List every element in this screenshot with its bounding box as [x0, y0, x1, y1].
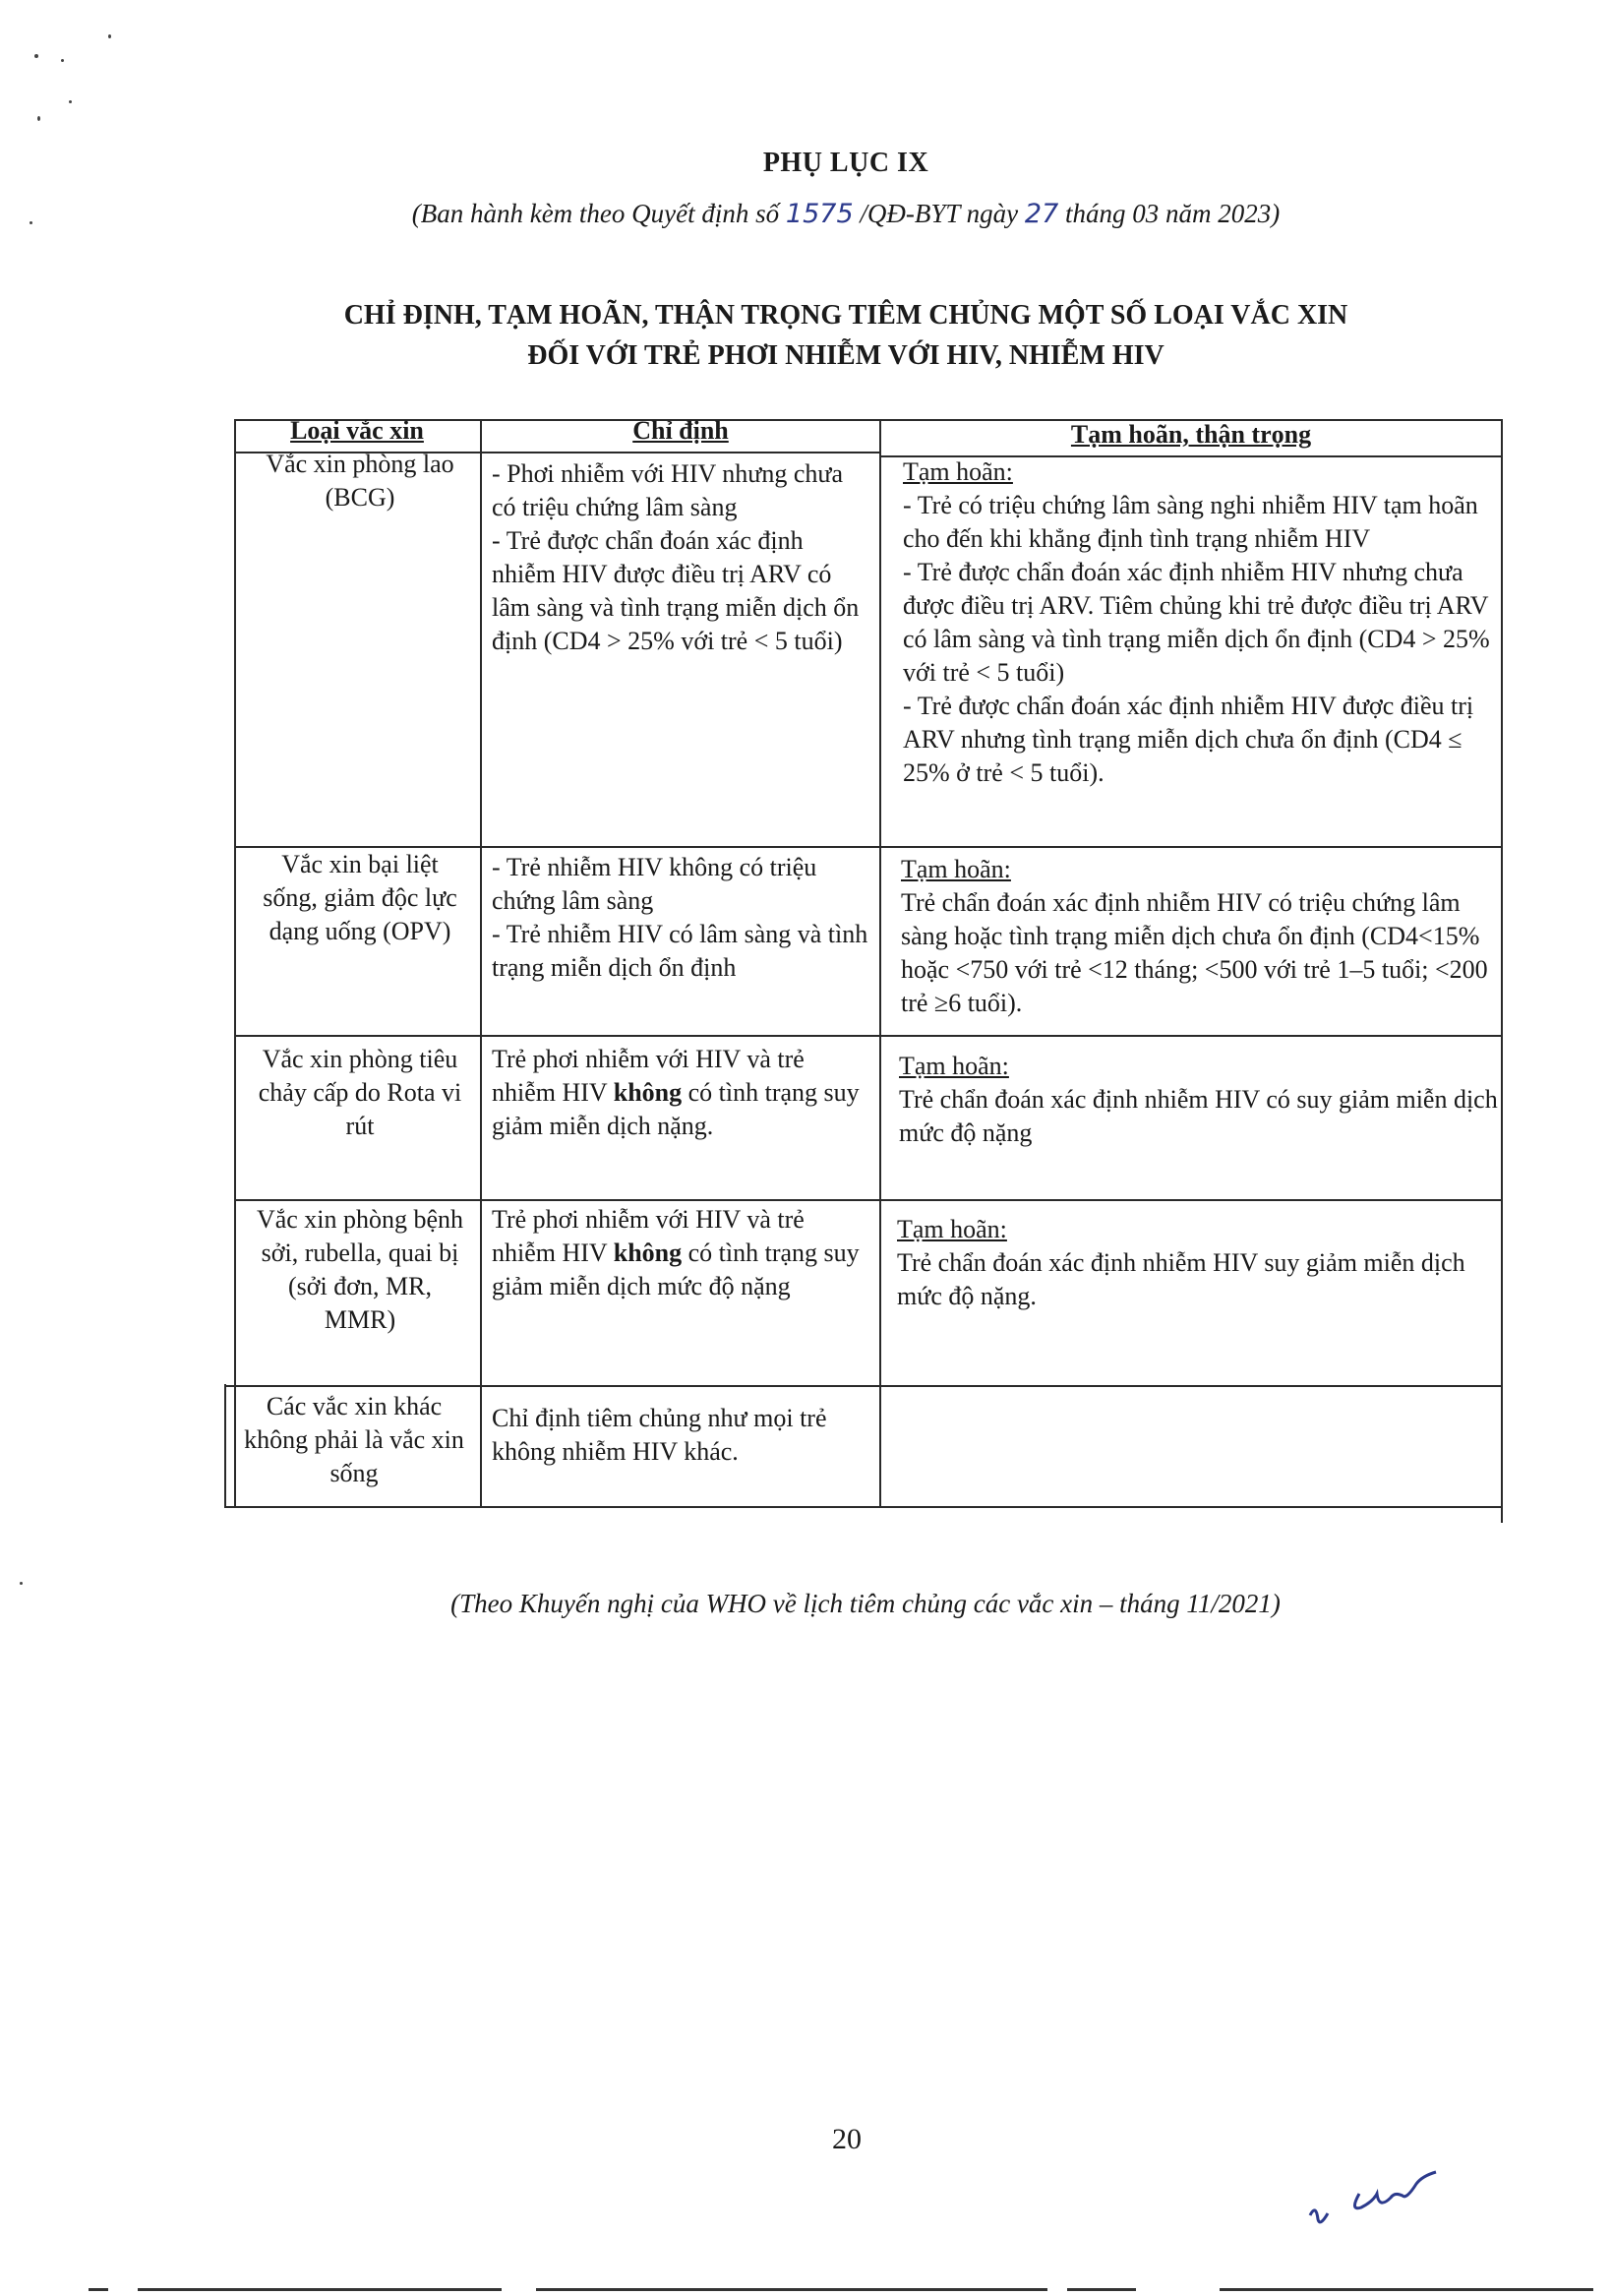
table-row-4-deferral [897, 1213, 1501, 1313]
table-row-1-vaccine: Vắc xin phòng lao (BCG) [266, 450, 454, 512]
indication-emphasis: không [613, 1239, 683, 1267]
header-deferral: Tạm hoãn, thận trọng [1070, 420, 1312, 449]
table-row-5-indication [492, 1402, 873, 1469]
table-row-2-indication [492, 851, 873, 985]
table-row-1-indication [492, 457, 873, 658]
heading-line-2: ĐỐI VỚI TRẺ PHƠI NHIỄM VỚI HIV, NHIỄM HIV [527, 340, 1164, 371]
table-row-2-deferral [901, 853, 1501, 1020]
row-divider [234, 1199, 1503, 1201]
indication-emphasis: không [613, 1078, 683, 1107]
header-indication: Chỉ định [632, 416, 729, 445]
indication-text: có tình trạng suy giảm miễn dịch nặng. [492, 1078, 860, 1140]
handwritten-initials [1288, 2154, 1456, 2243]
indication-line: - Trẻ nhiễm HIV có lâm sàng và tình trạng miễn dịch ổn định [492, 920, 868, 982]
deferral-label: Tạm hoãn: [899, 1052, 1009, 1080]
table-row-5-vaccine: Các vắc xin khác không phải là vắc xin sống [244, 1392, 464, 1487]
table-row-3-indication [492, 1043, 873, 1143]
deferral-label: Tạm hoãn: [903, 457, 1013, 486]
indication-line: - Phơi nhiễm với HIV nhưng chưa có triệu chứng lâm sàng [492, 459, 844, 521]
deferral-line: - Trẻ được chẩn đoán xác định nhiễm HIV được điều trị ARV nhưng tình trạng miễn dịch chưa ổn định (CD4 ≤ 25% ở trẻ < 5 tuổi). [903, 692, 1474, 787]
scan-speck [20, 1582, 23, 1585]
indication-line: - Trẻ được chẩn đoán xác định nhiễm HIV được điều trị ARV có lâm sàng và tình trạng miễn dịch ổn định (CD4 > 25% với trẻ < 5 tuổi) [492, 526, 860, 655]
scan-edge [536, 2288, 1047, 2291]
heading-line-1: CHỈ ĐỊNH, TẠM HOÃN, THẬN TRỌNG TIÊM CHỦNG MỘT SỐ LOẠI VẮC XIN [343, 300, 1348, 331]
indication-line: Chỉ định tiêm chủng như mọi trẻ không nhiễm HIV khác. [492, 1404, 827, 1466]
scan-speck [108, 34, 111, 38]
deferral-line: Trẻ chẩn đoán xác định nhiễm HIV suy giảm miễn dịch mức độ nặng. [897, 1248, 1465, 1310]
table-border [224, 1506, 1503, 1508]
table-border [1501, 419, 1503, 1523]
table-row-4-vaccine: Vắc xin phòng bệnh sởi, rubella, quai bị (sởi đơn, MR, MMR) [256, 1205, 464, 1334]
column-divider [879, 419, 881, 1507]
deferral-line: Trẻ chẩn đoán xác định nhiễm HIV có suy giảm miễn dịch mức độ nặng [899, 1085, 1498, 1147]
scan-edge [138, 2288, 502, 2291]
scan-speck [34, 54, 38, 58]
annex-title: PHỤ LỤC IX [762, 148, 929, 178]
table-border [234, 419, 236, 1507]
handwritten-day: 27 [1024, 199, 1059, 229]
row-divider [224, 1385, 1503, 1387]
initials-stroke [1310, 2210, 1328, 2222]
handwritten-decision-number: 1575 [785, 199, 854, 229]
deferral-line: - Trẻ có triệu chứng lâm sàng nghi nhiễm HIV tạm hoãn cho đến khi khẳng định tình trạng nhiễm HIV [903, 491, 1478, 553]
table-row-3-deferral [899, 1050, 1501, 1150]
column-divider [480, 419, 482, 1507]
scan-speck [69, 100, 72, 103]
initials-stroke [1354, 2172, 1436, 2208]
footnote: (Theo Khuyến nghị của WHO về lịch tiêm chủng các vắc xin – tháng 11/2021) [450, 1589, 1281, 1618]
annex-sub-pre: (Ban hành kèm theo Quyết định số [411, 199, 786, 228]
deferral-label: Tạm hoãn: [901, 855, 1011, 883]
table-border [224, 1384, 226, 1508]
table-row-3-vaccine: Vắc xin phòng tiêu chảy cấp do Rota vi rút [258, 1045, 462, 1140]
row-divider [234, 1035, 1503, 1037]
table-row-1-deferral [903, 455, 1501, 790]
scan-edge [1067, 2288, 1136, 2291]
deferral-label: Tạm hoãn: [897, 1215, 1007, 1243]
scan-edge [89, 2288, 108, 2291]
table-row-4-indication [492, 1203, 873, 1303]
indication-text: có tình trạng suy giảm miễn dịch mức độ nặng [492, 1239, 860, 1300]
page-number: 20 [832, 2123, 862, 2155]
scan-speck [61, 59, 64, 62]
annex-subtitle [0, 199, 1612, 229]
scan-edge [1220, 2288, 1593, 2291]
scan-speck [37, 116, 40, 121]
annex-sub-post: tháng 03 năm 2023) [1058, 199, 1281, 228]
indication-text: Trẻ phơi nhiễm với HIV và trẻ nhiễm HIV [492, 1205, 805, 1267]
document-heading [0, 295, 1612, 376]
table-row-2-vaccine: Vắc xin bại liệt sống, giảm độc lực dạng uống (OPV) [263, 850, 457, 945]
header-vaccine-type: Loại vắc xin [290, 416, 424, 445]
deferral-line: - Trẻ được chẩn đoán xác định nhiễm HIV nhưng chưa được điều trị ARV. Tiêm chủng khi trẻ được điều trị ARV có lâm sàng và tình trạng miễn dịch ổn định (CD4 > 25% với trẻ < 5 tuổi) [903, 558, 1490, 687]
indication-line: - Trẻ nhiễm HIV không có triệu chứng lâm sàng [492, 853, 817, 915]
vaccine-table [224, 408, 1513, 1520]
indication-text: Trẻ phơi nhiễm với HIV và trẻ nhiễm HIV [492, 1045, 805, 1107]
deferral-line: Trẻ chẩn đoán xác định nhiễm HIV có triệu chứng lâm sàng hoặc tình trạng miễn dịch chưa ổn định (CD4<15% hoặc <750 với trẻ <12 tháng; <500 với trẻ 1–5 tuổi; <200 trẻ ≥6 tuổi). [901, 888, 1488, 1017]
annex-sub-mid: /QĐ-BYT ngày [853, 199, 1025, 228]
